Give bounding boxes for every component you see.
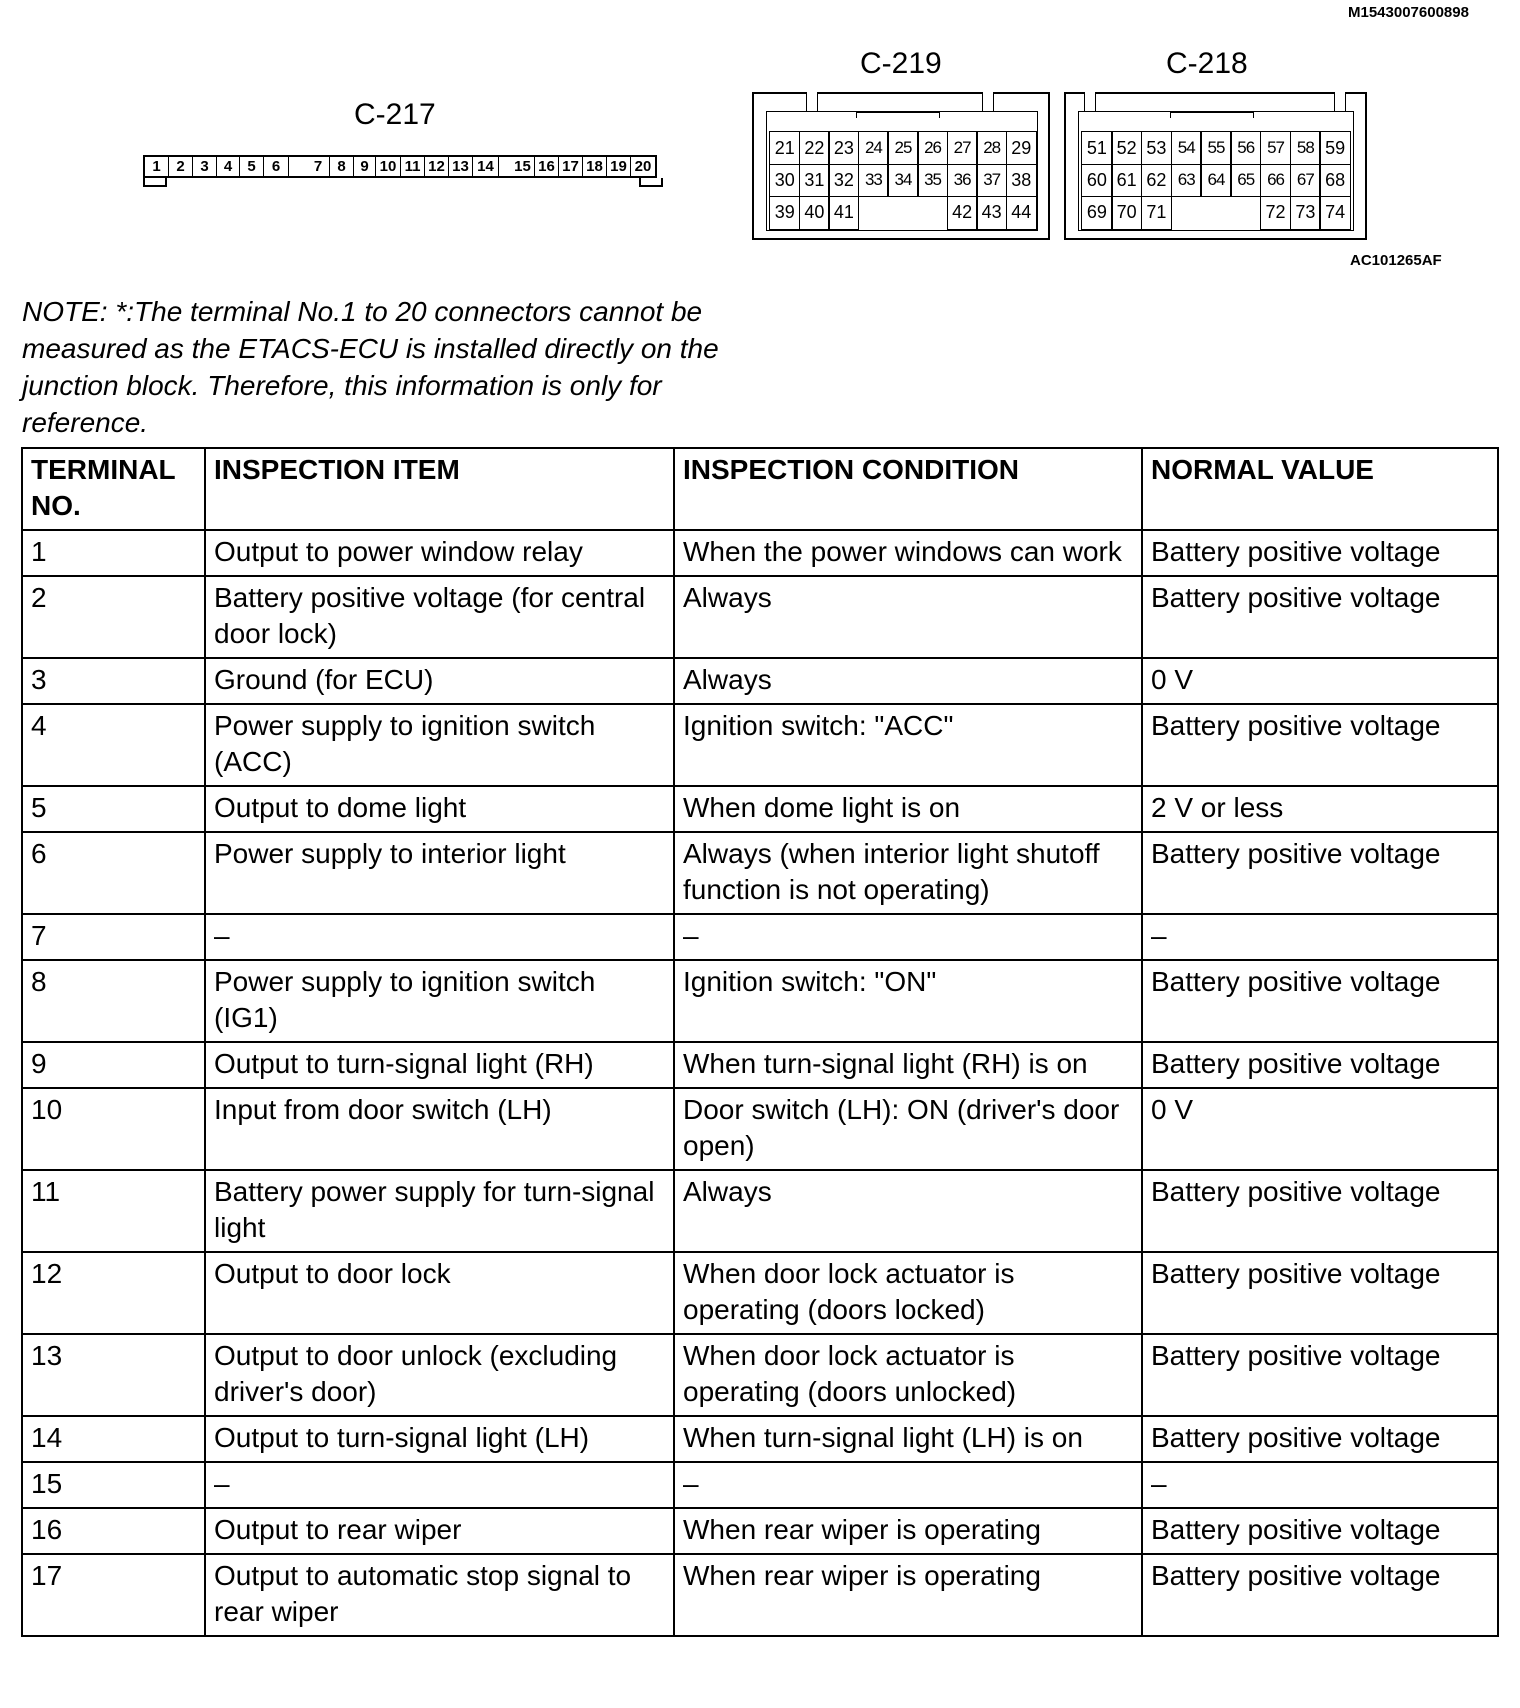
table-row xyxy=(22,1042,1498,1088)
connector-pin: 54 xyxy=(1171,131,1202,165)
table-row xyxy=(22,704,1498,786)
connector-pin-empty xyxy=(1200,196,1231,230)
connector-pin: 52 xyxy=(1111,131,1142,165)
cell-terminal-no: 13 xyxy=(22,1334,205,1416)
cell-terminal-no: 11 xyxy=(22,1170,205,1252)
cell-inspection-condition: When dome light is on xyxy=(674,786,1142,832)
table-row xyxy=(22,1416,1498,1462)
cell-terminal-no: 6 xyxy=(22,832,205,914)
cell-inspection-item: Battery power supply for turn-signal light xyxy=(205,1170,674,1252)
connector-pin: 1 xyxy=(145,157,169,176)
connector-pin: 9 xyxy=(354,157,376,176)
connector-pin: 33 xyxy=(858,164,889,198)
connector-pin: 38 xyxy=(1006,164,1037,198)
connector-c217 xyxy=(143,155,657,178)
connector-pin-empty xyxy=(1230,196,1261,230)
connector-c219-lock-left xyxy=(806,92,818,112)
connector-pin: 10 xyxy=(376,157,401,176)
connector-pin: 21 xyxy=(769,131,800,165)
cell-inspection-condition: Door switch (LH): ON (driver's door open) xyxy=(674,1088,1142,1170)
cell-inspection-item: Output to door lock xyxy=(205,1252,674,1334)
connector-c218-label: C-218 xyxy=(1166,47,1248,80)
connector-pin: 58 xyxy=(1290,131,1321,165)
cell-terminal-no: 5 xyxy=(22,786,205,832)
cell-inspection-item: Ground (for ECU) xyxy=(205,658,674,704)
connector-c219-pins xyxy=(770,132,1036,229)
connector-pin: 6 xyxy=(264,157,289,176)
connector-pin: 68 xyxy=(1319,164,1350,198)
cell-normal-value: Battery positive voltage xyxy=(1142,1252,1498,1334)
connector-pin: 24 xyxy=(858,131,889,165)
cell-inspection-item: – xyxy=(205,1462,674,1508)
connector-pin: 25 xyxy=(887,131,918,165)
cell-inspection-condition: Always xyxy=(674,576,1142,658)
connector-c219-label: C-219 xyxy=(860,47,942,80)
connector-pin: 71 xyxy=(1141,196,1172,230)
cell-inspection-item: Output to turn-signal light (LH) xyxy=(205,1416,674,1462)
connector-c219-lock-right xyxy=(982,92,994,112)
connector-pin-empty xyxy=(858,196,889,230)
connector-pin: 43 xyxy=(976,196,1007,230)
connector-pin: 23 xyxy=(828,131,859,165)
connector-c217-right-tab xyxy=(639,178,663,187)
connector-pin: 35 xyxy=(917,164,948,198)
cell-inspection-item: – xyxy=(205,914,674,960)
cell-normal-value: Battery positive voltage xyxy=(1142,530,1498,576)
header-normal-value: NORMAL VALUE xyxy=(1142,448,1498,530)
cell-terminal-no: 8 xyxy=(22,960,205,1042)
connector-pin: 19 xyxy=(607,157,631,176)
connector-pin: 41 xyxy=(828,196,859,230)
connector-pin: 63 xyxy=(1171,164,1202,198)
cell-terminal-no: 2 xyxy=(22,576,205,658)
cell-normal-value: 0 V xyxy=(1142,1088,1498,1170)
connector-pin: 59 xyxy=(1319,131,1350,165)
table-row xyxy=(22,1508,1498,1554)
connector-pin: 17 xyxy=(559,157,583,176)
connector-pin: 30 xyxy=(769,164,800,198)
connector-pin: 37 xyxy=(976,164,1007,198)
connector-pin-empty xyxy=(1171,196,1202,230)
header-inspection-item: INSPECTION ITEM xyxy=(205,448,674,530)
connector-pin: 12 xyxy=(425,157,449,176)
cell-inspection-condition: When turn-signal light (LH) is on xyxy=(674,1416,1142,1462)
connector-pin: 56 xyxy=(1230,131,1261,165)
cell-inspection-item: Power supply to ignition switch (ACC) xyxy=(205,704,674,786)
connector-pin: 74 xyxy=(1319,196,1350,230)
table-row xyxy=(22,530,1498,576)
cell-inspection-item: Power supply to interior light xyxy=(205,832,674,914)
connector-pin: 39 xyxy=(769,196,800,230)
connector-c217-label: C-217 xyxy=(354,98,436,131)
connector-pin: 57 xyxy=(1260,131,1291,165)
cell-normal-value: Battery positive voltage xyxy=(1142,704,1498,786)
table-row xyxy=(22,1088,1498,1170)
cell-inspection-item: Output to turn-signal light (RH) xyxy=(205,1042,674,1088)
connector-pin: 42 xyxy=(947,196,978,230)
cell-normal-value: Battery positive voltage xyxy=(1142,1554,1498,1636)
connector-pin: 67 xyxy=(1290,164,1321,198)
connector-pin: 55 xyxy=(1200,131,1231,165)
connector-c218-pins xyxy=(1082,132,1350,229)
cell-inspection-condition: When rear wiper is operating xyxy=(674,1508,1142,1554)
cell-normal-value: Battery positive voltage xyxy=(1142,1416,1498,1462)
cell-normal-value: Battery positive voltage xyxy=(1142,1508,1498,1554)
connector-pin: 3 xyxy=(193,157,217,176)
cell-inspection-condition: When door lock actuator is operating (doors unlocked) xyxy=(674,1334,1142,1416)
table-row xyxy=(22,658,1498,704)
connector-pin-empty xyxy=(917,196,948,230)
cell-inspection-item: Power supply to ignition switch (IG1) xyxy=(205,960,674,1042)
cell-inspection-item: Input from door switch (LH) xyxy=(205,1088,674,1170)
cell-terminal-no: 16 xyxy=(22,1508,205,1554)
cell-normal-value: Battery positive voltage xyxy=(1142,1334,1498,1416)
cell-inspection-condition: Ignition switch: "ACC" xyxy=(674,704,1142,786)
table-row xyxy=(22,1252,1498,1334)
cell-inspection-condition: Ignition switch: "ON" xyxy=(674,960,1142,1042)
reference-note: NOTE: *:The terminal No.1 to 20 connectors cannot be measured as the ETACS-ECU is installed directly on the junction block. Therefore, this information is only for reference. xyxy=(22,296,719,438)
cell-inspection-item: Output to rear wiper xyxy=(205,1508,674,1554)
table-row xyxy=(22,960,1498,1042)
connector-pin: 5 xyxy=(240,157,264,176)
connector-pin-gap xyxy=(289,157,307,176)
cell-inspection-condition: When the power windows can work xyxy=(674,530,1142,576)
cell-normal-value: Battery positive voltage xyxy=(1142,1042,1498,1088)
connector-pin: 44 xyxy=(1006,196,1037,230)
table-row xyxy=(22,786,1498,832)
connector-pin: 14 xyxy=(473,157,499,176)
figure-id: AC101265AF xyxy=(1350,252,1442,269)
connector-pin: 16 xyxy=(535,157,559,176)
connector-c218-lock-right xyxy=(1334,92,1346,112)
connector-pin: 34 xyxy=(887,164,918,198)
table-row xyxy=(22,1170,1498,1252)
connector-pin: 31 xyxy=(799,164,830,198)
cell-normal-value: Battery positive voltage xyxy=(1142,832,1498,914)
connector-pin: 27 xyxy=(947,131,978,165)
connector-pin: 51 xyxy=(1081,131,1112,165)
cell-inspection-item: Output to automatic stop signal to rear wiper xyxy=(205,1554,674,1636)
cell-terminal-no: 12 xyxy=(22,1252,205,1334)
connector-pin: 69 xyxy=(1081,196,1112,230)
cell-inspection-item: Output to door unlock (excluding driver's door) xyxy=(205,1334,674,1416)
cell-terminal-no: 1 xyxy=(22,530,205,576)
connector-pin: 4 xyxy=(217,157,240,176)
connector-pin: 32 xyxy=(828,164,859,198)
cell-terminal-no: 7 xyxy=(22,914,205,960)
cell-normal-value: Battery positive voltage xyxy=(1142,1170,1498,1252)
cell-inspection-condition: – xyxy=(674,914,1142,960)
connector-pin: 2 xyxy=(169,157,193,176)
table-row xyxy=(22,832,1498,914)
header-terminal-no: TERMINAL NO. xyxy=(22,448,205,530)
connector-pin: 66 xyxy=(1260,164,1291,198)
document-id: M1543007600898 xyxy=(1348,4,1469,21)
connector-pin: 53 xyxy=(1141,131,1172,165)
connector-c218 xyxy=(1064,92,1367,240)
connector-pin: 8 xyxy=(330,157,354,176)
cell-inspection-condition: When turn-signal light (RH) is on xyxy=(674,1042,1142,1088)
cell-normal-value: 2 V or less xyxy=(1142,786,1498,832)
table-row xyxy=(22,1554,1498,1636)
connector-pin: 13 xyxy=(449,157,473,176)
connector-pin: 73 xyxy=(1290,196,1321,230)
cell-normal-value: – xyxy=(1142,1462,1498,1508)
cell-inspection-condition: – xyxy=(674,1462,1142,1508)
connector-pin: 26 xyxy=(917,131,948,165)
connector-pin: 29 xyxy=(1006,131,1037,165)
table-row xyxy=(22,1334,1498,1416)
connector-pin: 11 xyxy=(401,157,425,176)
connector-pin: 28 xyxy=(976,131,1007,165)
connector-c217-left-tab xyxy=(143,178,167,187)
cell-inspection-item: Output to power window relay xyxy=(205,530,674,576)
cell-normal-value: Battery positive voltage xyxy=(1142,960,1498,1042)
cell-normal-value: Battery positive voltage xyxy=(1142,576,1498,658)
table-header-row xyxy=(22,448,1498,530)
cell-normal-value: – xyxy=(1142,914,1498,960)
cell-terminal-no: 10 xyxy=(22,1088,205,1170)
connector-pin-gap xyxy=(499,157,511,176)
cell-inspection-condition: When door lock actuator is operating (doors locked) xyxy=(674,1252,1142,1334)
connector-pin-empty xyxy=(887,196,918,230)
cell-terminal-no: 3 xyxy=(22,658,205,704)
cell-terminal-no: 15 xyxy=(22,1462,205,1508)
connector-pin: 61 xyxy=(1111,164,1142,198)
connector-pin: 70 xyxy=(1111,196,1142,230)
connector-pin: 20 xyxy=(634,158,652,175)
header-inspection-condition: INSPECTION CONDITION xyxy=(674,448,1142,530)
connector-pin: 64 xyxy=(1200,164,1231,198)
connector-pin: 36 xyxy=(947,164,978,198)
connector-pin: 22 xyxy=(799,131,830,165)
cell-terminal-no: 14 xyxy=(22,1416,205,1462)
cell-inspection-condition: Always xyxy=(674,1170,1142,1252)
cell-inspection-condition: Always xyxy=(674,658,1142,704)
cell-terminal-no: 17 xyxy=(22,1554,205,1636)
connector-pin: 18 xyxy=(583,157,607,176)
terminal-inspection-table xyxy=(21,447,1499,1637)
connector-pin: 15 xyxy=(511,157,535,176)
cell-inspection-item: Output to dome light xyxy=(205,786,674,832)
connector-pin: 72 xyxy=(1260,196,1291,230)
cell-terminal-no: 4 xyxy=(22,704,205,786)
cell-inspection-condition: When rear wiper is operating xyxy=(674,1554,1142,1636)
cell-inspection-condition: Always (when interior light shutoff function is not operating) xyxy=(674,832,1142,914)
connector-pin: 62 xyxy=(1141,164,1172,198)
table-row xyxy=(22,914,1498,960)
connector-pin: 7 xyxy=(307,157,330,176)
connector-c218-lock-left xyxy=(1084,92,1096,112)
cell-terminal-no: 9 xyxy=(22,1042,205,1088)
table-row xyxy=(22,576,1498,658)
connector-pin: 60 xyxy=(1081,164,1112,198)
cell-inspection-item: Battery positive voltage (for central door lock) xyxy=(205,576,674,658)
connector-pin: 65 xyxy=(1230,164,1261,198)
connector-pin: 40 xyxy=(799,196,830,230)
cell-normal-value: 0 V xyxy=(1142,658,1498,704)
table-row xyxy=(22,1462,1498,1508)
connector-c219 xyxy=(752,92,1050,240)
